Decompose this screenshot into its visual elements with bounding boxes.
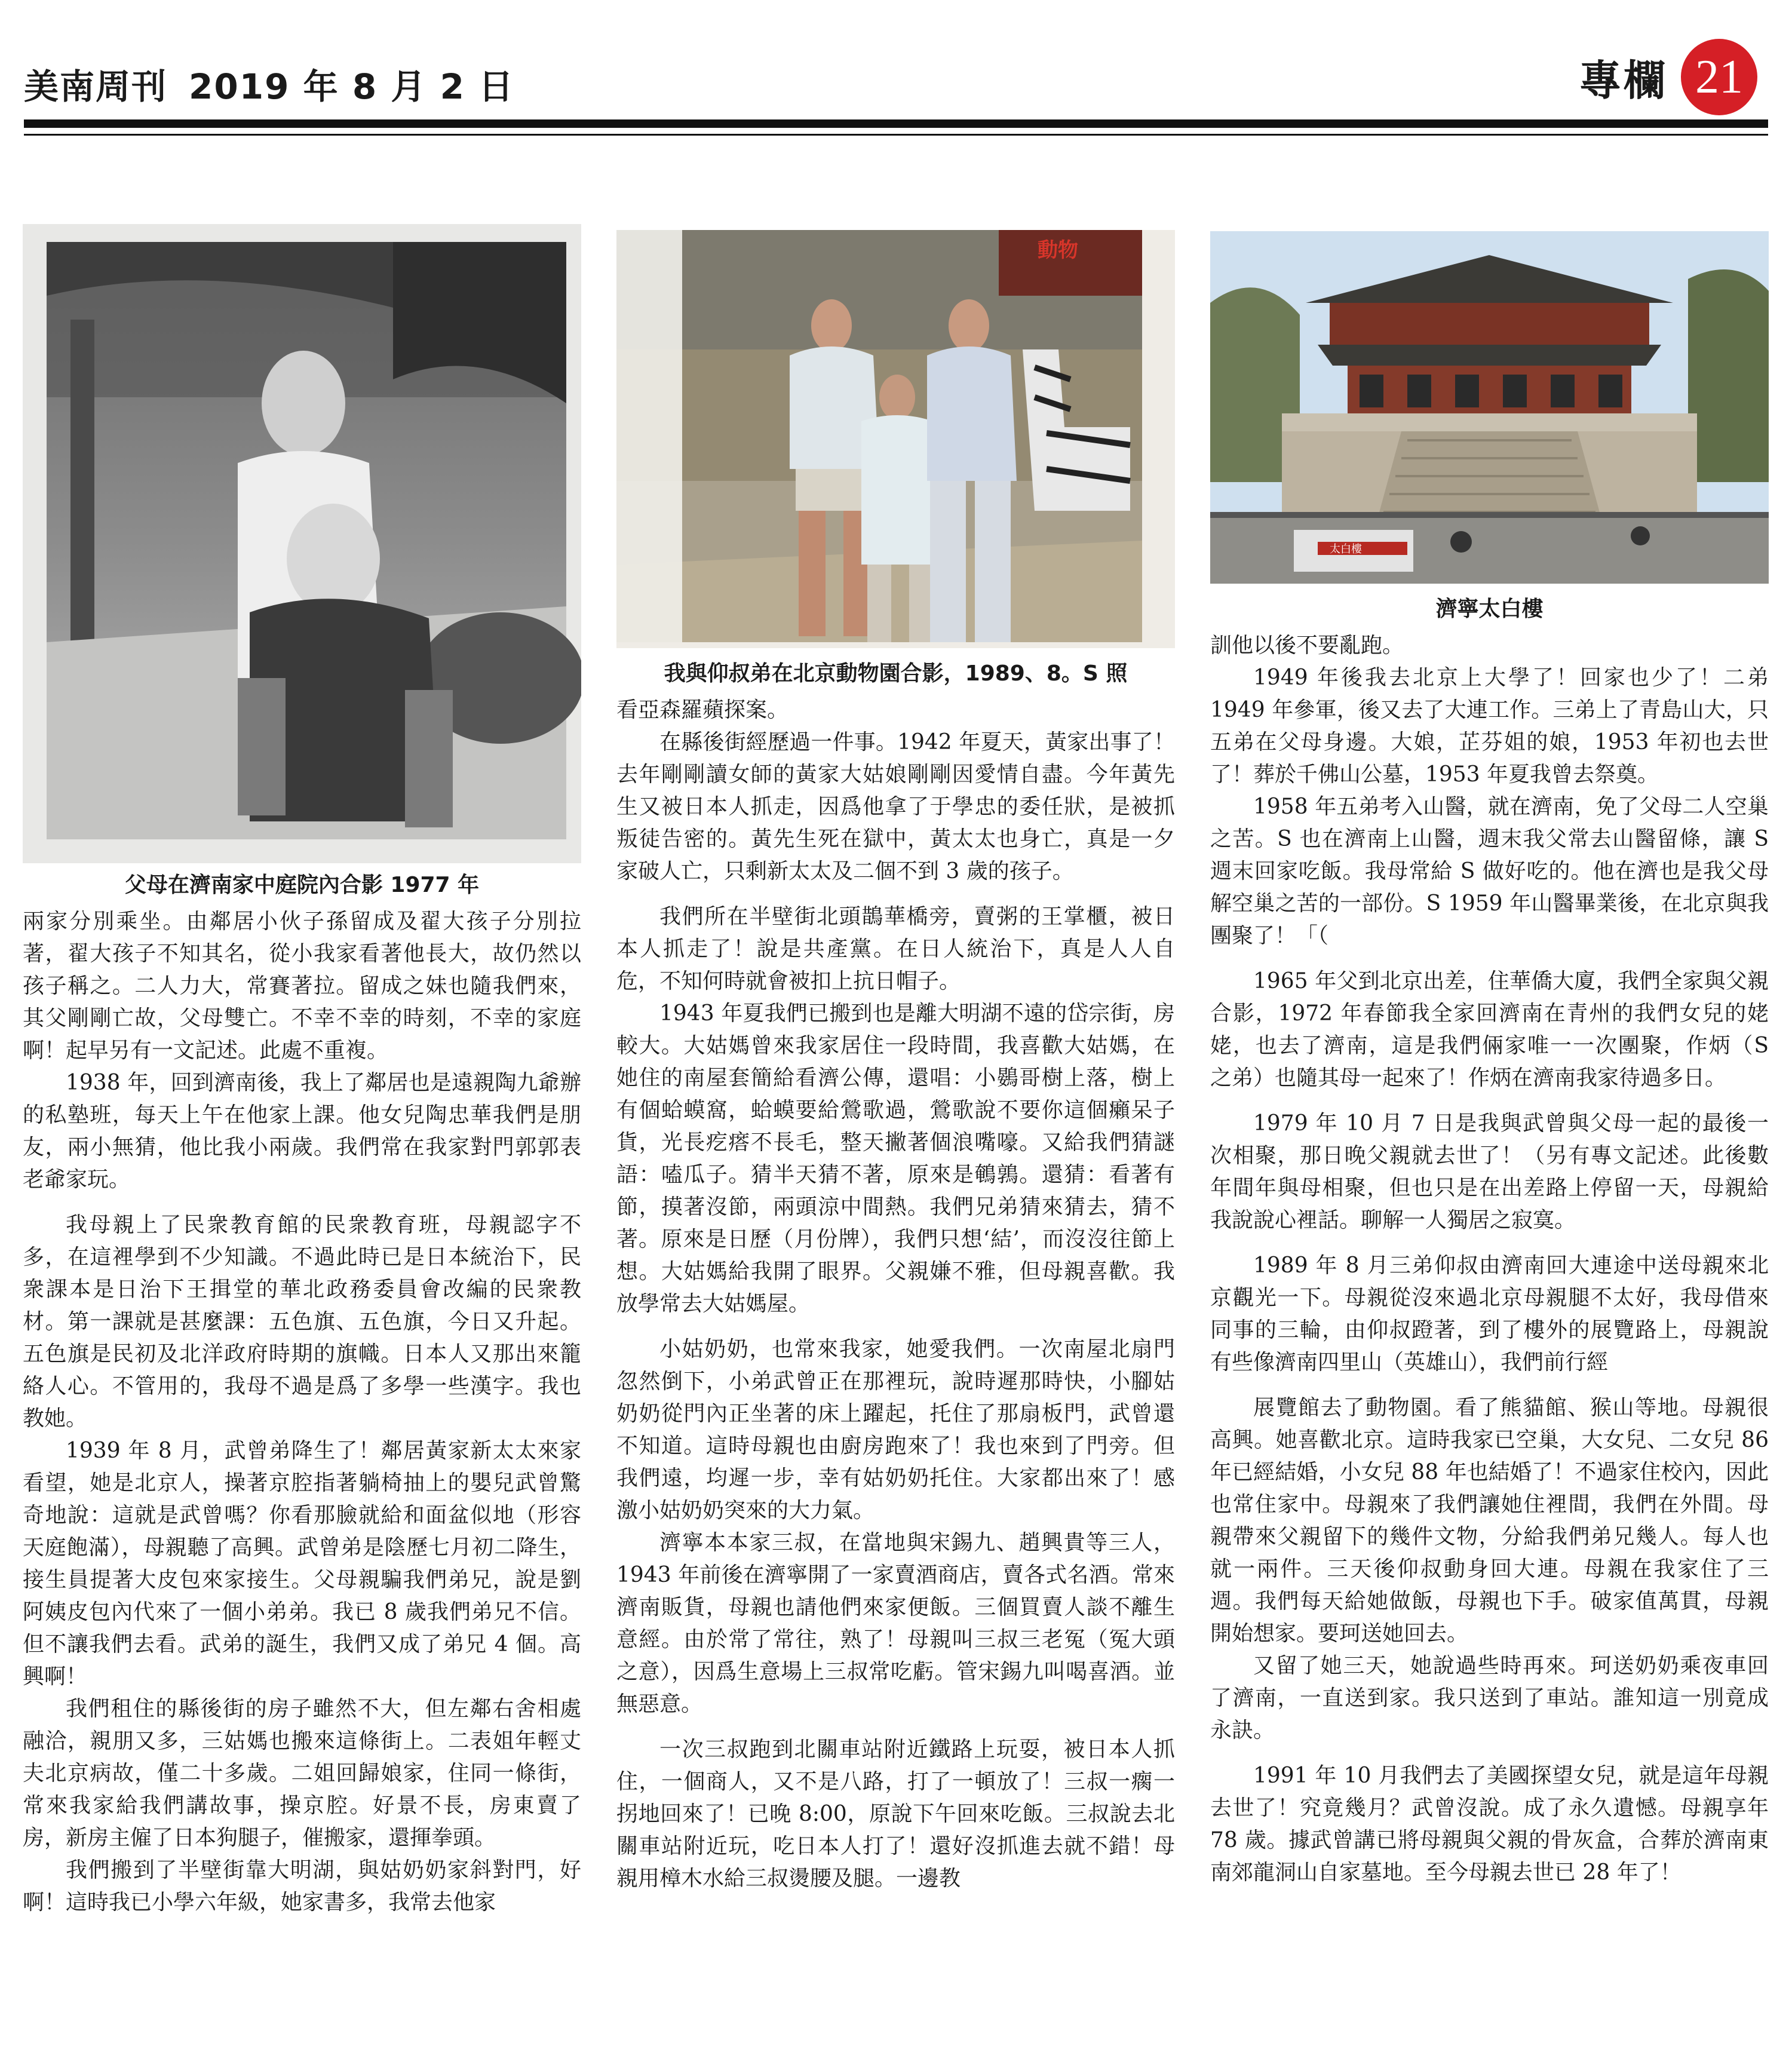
paragraph: 訓他以後不要亂跑。 [1210, 633, 1404, 658]
photo-parents-courtyard [23, 224, 581, 863]
column-1 [23, 224, 581, 1919]
paragraph: 我們所在半壁街北頭鵲華橋旁，賣粥的王掌櫃，被日本人抓走了！說是共產黨。在日人統治下，真是人人自危，不知何時就會被扣上抗日帽子。 [616, 904, 1175, 993]
paragraph: 看亞森羅蘋探案。 [616, 697, 789, 722]
column-3 [1210, 224, 1769, 1889]
header-rule-thick [24, 119, 1768, 128]
paragraph: 1938 年，回到濟南後，我上了鄰居也是遠親陶九爺辦的私塾班，每天上午在他家上課。他女兒陶忠華我們是朋友，兩小無猜，他比我小兩歲。我們常在我家對門郭郭表老爺家玩。 [23, 1070, 581, 1192]
paragraph: 兩家分別乘坐。由鄰居小伙子孫留成及翟大孩子分別拉著，翟大孩子不知其名，從小我家看著他長大，故仍然以孩子稱之。二人力大，常賽著拉。留成之妹也隨我們來，其父剛剛亡故，父母雙亡。不幸不幸的時刻，不幸的家庭啊！起早另有一文記述。此處不重複。 [23, 909, 581, 1063]
photo-beijing-zoo-image [616, 230, 1175, 648]
photo-beijing-zoo [616, 230, 1175, 648]
photo-caption: 父母在濟南家中庭院內合影 1977 年 [124, 873, 480, 897]
photo-caption: 濟寧太白樓 [1435, 597, 1544, 621]
masthead [24, 59, 514, 109]
paragraph: 1979 年 10 月 7 日是我與武曾與父母一起的最後一次相聚，那日晚父親就去世了！（另有專文記述。此後數年間年與母相聚，但也只是在出差路上停留一天，母親給我說說心裡話。聊解一人獨居之寂寞。 [1210, 1111, 1769, 1232]
paragraph: 濟寧本本家三叔，在當地與宋錫九、趙興貴等三人，1943 年前後在濟寧開了一家賣酒商店，賣各式名酒。常來濟南販貨，母親也請他們來家便飯。三個買賣人談不離生意經。由於常了常往，熟了！母親叫三叔三老冤（冤大頭之意），因爲生意場上三叔常吃虧。管宋錫九叫喝喜酒。並無惡意。 [616, 1530, 1175, 1716]
column-2 [616, 224, 1175, 1895]
article-text-column-3 [1210, 630, 1769, 1889]
paragraph: 1965 年父到北京出差，住華僑大廈，我們全家與父親合影，1972 年春節我全家回濟南在青州的我們女兒的姥姥，也去了濟南，這是我們倆家唯一一次團聚，作炳（S 之弟）也隨其母一起來了！作炳在濟南我家待過多日。 [1210, 968, 1769, 1090]
section-title: 專欄 [1579, 56, 1668, 105]
photo-taibai-tower [1210, 231, 1769, 584]
section-header [1579, 38, 1757, 116]
photo-parents-courtyard-image [23, 224, 581, 863]
sign-text: 動物 [1038, 238, 1078, 262]
paragraph: 1949 年後我去北京上大學了！回家也少了！二弟 1949 年參軍，後又去了大連工作。三弟上了青島山大，只五弟在父母身邊。大娘，芷芬姐的娘，1953 年初也去世了！葬於千佛山公墓，1953 年夏我曾去祭奠。 [1210, 665, 1769, 787]
publication-name: 美南周刊 [24, 66, 168, 107]
paragraph: 1991 年 10 月我們去了美國探望女兒，就是這年母親去世了！究竟幾月？武曾沒說。成了永久遺憾。母親享年 78 歲。據武曾講已將母親與父親的骨灰盒，合葬於濟南東南郊龍洞山自家墓地。至今母親去世已 28 年了！ [1210, 1763, 1769, 1885]
issue-date: 2019 年 8 月 2 日 [189, 66, 515, 107]
paragraph: 1943 年夏我們已搬到也是離大明湖不遠的岱宗街，房較大。大姑媽曾來我家居住一段時間，我喜歡大姑媽，在她住的南屋套簡給看濟公傳，還唱：小鷃哥樹上落，樹上有個蛤蟆窩，蛤蟆要給鶯歌過，鶯歌說不要你這個癩呆子貨，光長疙瘩不長毛，整天撇著個浪嘴嚎。又給我們猜謎語：嗑瓜子。猜半天猜不著，原來是鵪鶉。還猜：看著有節，摸著沒節，兩頭涼中間熱。我們兄弟猜來猜去，猜不著。原來是日歷（月份牌），我們只想‘結’，而沒沒往節上想。大姑媽給我開了眼界。父親嫌不雅，但母親喜歡。我放學常去大姑媽屋。 [616, 1001, 1175, 1316]
article-text-column-2 [616, 694, 1175, 1895]
photo-caption: 我與仰叔弟在北京動物園合影，1989、8。S 照 [664, 661, 1128, 686]
article-text-column-1 [23, 906, 581, 1919]
paragraph: 小姑奶奶，也常來我家，她愛我們。一次南屋北扇門忽然倒下，小弟武曾正在那裡玩，說時遲那時快，小腳姑奶奶從門內正坐著的床上躍起，托住了那扇板門，武曾還不知道。這時母親也由廚房跑來了！我也來到了門旁。但我們遠，均遲一步，幸有姑奶奶托住。大家都出來了！感激小姑奶奶突來的大力氣。 [616, 1336, 1175, 1523]
photo-taibai-tower-image [1210, 231, 1769, 584]
banner-text: 太白樓 [1330, 543, 1362, 556]
paragraph: 我們租住的縣後街的房子雖然不大，但左鄰右舍相處融洽，親朋又多，三姑媽也搬來這條街上。二表姐年輕丈夫北京病故，僅二十多歲。二姐回歸娘家，住同一條街，常來我家給我們講故事，操京腔。好景不長，房東賣了房，新房主僱了日本狗腿子，催搬家，還揮拳頭。 [23, 1696, 581, 1850]
paragraph: 我們搬到了半壁街靠大明湖，與姑奶奶家斜對門，好啊！這時我已小學六年級，她家書多，我常去他家 [23, 1857, 581, 1915]
page-number-badge: 21 [1681, 39, 1757, 115]
paragraph: 在縣後街經歷過一件事。1942 年夏天，黃家出事了！去年剛剛讀女師的黃家大姑娘剛剛因愛情自盡。今年黃先生又被日本人抓走，因爲他拿了于學忠的委任狀，是被抓叛徒告密的。黃先生死在獄中，黃太太也身亡，真是一夕家破人亡，只剩新太太及二個不到 3 歲的孩子。 [616, 729, 1175, 884]
paragraph: 1989 年 8 月三弟仰叔由濟南回大連途中送母親來北京觀光一下。母親從沒來過北京母親腿不太好，我母借來同事的三輪，由仰叔蹬著，到了樓外的展覽路上，母親說有些像濟南四里山（英雄山），我們前行經 [1210, 1253, 1769, 1375]
paragraph: 1958 年五弟考入山醫，就在濟南，免了父母二人空巢之苦。S 也在濟南上山醫，週末我父常去山醫留條，讓 S 週末回家吃飯。我母常給 S 做好吃的。他在濟也是我父母解空巢之苦的一部份。S 1959 年山醫畢業後，在北京與我團聚了！「（ [1210, 794, 1769, 948]
paragraph: 1939 年 8 月，武曾弟降生了！鄰居黃家新太太來家看望，她是北京人，操著京腔指著躺椅抽上的嬰兒武曾驚奇地說：這就是武曾嗎？你看那臉就給和面盆似地（形容天庭飽滿），母親聽了高興。武曾弟是陰歷七月初二降生，接生員提著大皮包來家接生。父母親騙我們弟兄，說是劉阿姨皮包內代來了一個小弟弟。我已 8 歲我們弟兄不信。但不讓我們去看。武弟的誕生，我們又成了弟兄 4 個。高興啊！ [23, 1438, 581, 1689]
paragraph: 展覽館去了動物園。看了熊貓館、猴山等地。母親很高興。她喜歡北京。這時我家已空巢，大女兒、二女兒 86 年已經結婚，小女兒 88 年也結婚了！不過家住校內，因此也常住家中。母親來了我們讓她住裡間，我們在外間。母親帶來父親留下的幾件文物，分給我們弟兄幾人。每人也就一兩件。三天後仰叔動身回大連。母親在我家住了三週。我們每天給她做飯，母親也下手。破家值萬貫，母親開始想家。要珂送她回去。 [1210, 1395, 1769, 1646]
paragraph: 又留了她三天，她說過些時再來。珂送奶奶乘夜車回了濟南，一直送到家。我只送到了車站。誰知這一別竟成永訣。 [1210, 1653, 1769, 1743]
header-rule-thin [24, 134, 1768, 136]
paragraph: 一次三叔跑到北關車站附近鐵路上玩耍，被日本人抓住，一個商人，又不是八路，打了一頓放了！三叔一瘸一拐地回來了！已晚 8:00，原說下午回來吃飯。三叔說去北關車站附近玩，吃日本人打了！還好沒抓進去就不錯！母親用樟木水給三叔燙腰及腿。一邊教 [616, 1737, 1175, 1891]
paragraph: 我母親上了民衆教育館的民衆教育班，母親認字不多，在這裡學到不少知識。不過此時已是日本統治下，民衆課本是日治下王揖堂的華北政務委員會改編的民衆教材。第一課就是甚麼課：五色旗、五色旗，今日又升起。五色旗是民初及北洋政府時期的旗幟。日本人又那出來籠絡人心。不管用的，我母不過是爲了多學一些漢字。我也教她。 [23, 1212, 581, 1431]
